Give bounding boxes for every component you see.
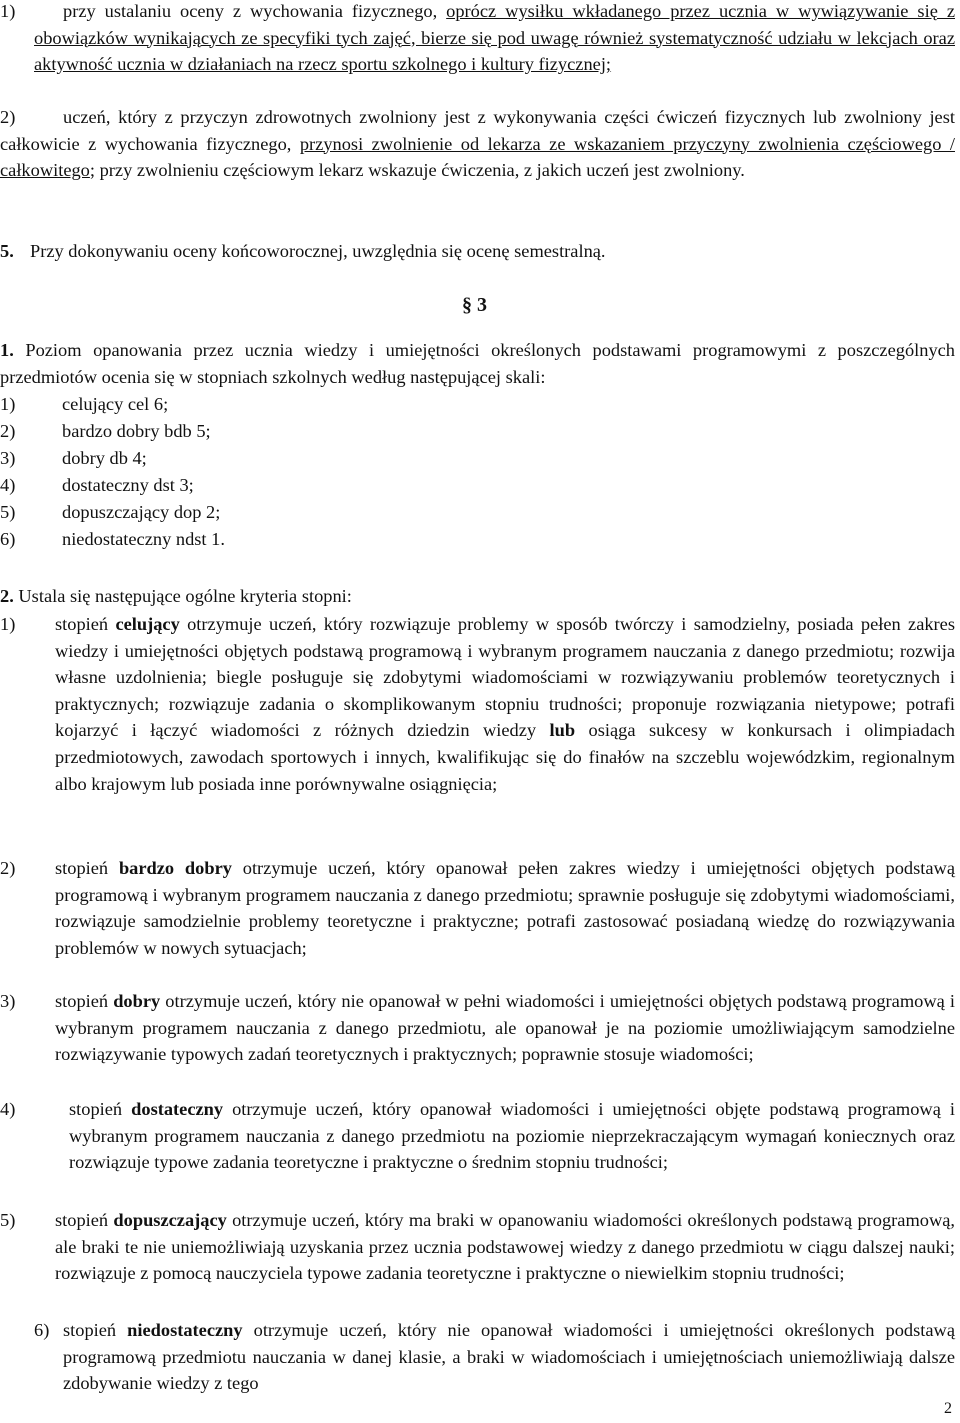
criterion-celujacy <box>0 611 955 797</box>
list-number: 5) <box>0 502 16 522</box>
criterion-text: otrzymuje uczeń, który nie opanował w pełni wiadomości i umiejętności objętych podstawą programową i wybranym programem nauczania z danego przedmiotu, ale opanował je na poziomie umożliwiającym samodzielne rozwiązywanie typowych zadań teoretycznych i praktycznych; poprawnie stosuje wiadomości; <box>55 991 955 1065</box>
grade-name: dobry <box>113 991 161 1011</box>
scale-text: bardzo dobry bdb 5; <box>62 421 211 441</box>
criterion-prefix: stopień <box>63 1320 128 1340</box>
scale-item <box>0 445 955 472</box>
criterion-text: otrzymuje uczeń, który rozwiązuje problemy w sposób twórczy i samodzielny, posiada pełen zakres wiedzy i umiejętności objętych podstawą programową i wybranym programem nauczania z danego przedmiotu; rozwija własne uzdolnienia; biegle posługuje się zdobytymi wiadomościami w rozwiązywaniu problemów teoretycznych i praktycznych; rozwiązuje zadania o skomplikowanym stopniu trudności; proponuje rozwiązania nietypowe; potrafi kojarzyć i łączyć wiadomości z różnych dziedzin wiedzy <box>55 614 955 741</box>
criterion-prefix: stopień <box>55 858 119 878</box>
criterion-prefix: stopień <box>55 1210 114 1230</box>
scale-item <box>0 499 955 526</box>
paragraph-number: 1. <box>0 340 14 360</box>
scale-item <box>0 391 955 418</box>
item-text: przy ustalaniu oceny z wychowania fizycznego, <box>63 1 447 21</box>
underlined-text: przynosi zwolnienie od lekarza ze wskazaniem przyczyny zwolnienia częściowego / całkowitego <box>0 133 955 181</box>
list-number: 5) <box>0 1210 16 1230</box>
paragraph-1-intro <box>0 337 955 390</box>
scale-text: dopuszczający dop 2; <box>62 502 221 522</box>
list-number: 2) <box>0 107 16 127</box>
grade-name: dopuszczający <box>113 1210 227 1230</box>
criterion-text: otrzymuje uczeń, który ma braki w opanowaniu wiadomości określonych podstawą programową, ale braki te nie uniemożliwiają uzyskania przez ucznia podstawowej wiedzy z danego przedmiotu w ciągu dalszej nauki; rozwiązuje z pomocą nauczyciela typowe zadania teoretyczne i praktyczne o niewielkim stopniu trudności; <box>55 1210 955 1284</box>
criterion-text: otrzymuje uczeń, który opanował wiadomości i umiejętności objęte podstawą programową i wybranym programem nauczania z danego przedmiotu na poziomie nieprzekraczającym wymagań koniecznych oraz rozwiązuje typowe zadania teoretyczne i praktyczne o średnim stopniu trudności; <box>69 1099 955 1173</box>
criterion-dostateczny <box>0 1096 955 1176</box>
criterion-prefix: stopień <box>69 1099 132 1119</box>
underlined-text: oprócz wysiłku wkładanego przez ucznia w wywiązywanie się z obowiązków wynikających ze specyfiki tych zajęć, bierze się pod uwagę również systematyczność udziału w lekcjach oraz aktywność ucznia w działaniach na rzecz sportu szkolnego i kultury fizycznej; <box>34 1 955 75</box>
criterion-text-end: osiąga sukcesy w konkursach i olimpiadach przedmiotowych, zawodach sportowych i innych, kwalifikując się do finałów na szczeblu wojewódzkim, regionalnym albo krajowym lub posiada inne porównywalne osiągnięcia; <box>55 720 955 794</box>
grade-name: celujący <box>115 614 180 634</box>
list-number: 4) <box>0 1099 16 1119</box>
list-number: 4) <box>0 475 16 495</box>
scale-text: niedostateczny ndst 1. <box>62 529 225 549</box>
scale-text: celujący cel 6; <box>62 394 169 414</box>
paragraph-text: Ustala się następujące ogólne kryteria stopni: <box>18 586 352 606</box>
grade-name: bardzo dobry <box>118 858 232 878</box>
paragraph-2-intro <box>0 583 955 610</box>
criterion-prefix: stopień <box>55 614 116 634</box>
bold-conjunction: lub <box>549 720 576 741</box>
grade-name: niedostateczny <box>127 1320 243 1340</box>
point-text: Przy dokonywaniu oceny końcoworocznej, uwzględnia się ocenę semestralną. <box>30 241 606 261</box>
point-5 <box>0 238 955 265</box>
item-text-end: ; przy zwolnieniu częściowym lekarz wskazuje ćwiczenia, z jakich uczeń jest zwolniony. <box>89 160 745 181</box>
list-number: 1) <box>0 1 16 21</box>
grade-name: dostateczny <box>131 1099 224 1119</box>
scale-item <box>0 526 955 553</box>
scale-text: dostateczny dst 3; <box>62 475 194 495</box>
list-number: 6) <box>34 1320 50 1340</box>
page-number: 2 <box>944 1400 952 1417</box>
paragraph-text: Poziom opanowania przez ucznia wiedzy i umiejętności określonych podstawami programowymi z poszczególnych przedmiotów ocenia się w stopniach szkolnych według następującej skali: <box>0 340 955 387</box>
scale-item <box>0 472 955 499</box>
list-number: 1) <box>0 614 16 634</box>
section-marker: § 3 <box>462 294 487 316</box>
item-text: uczeń, który z przyczyn zdrowotnych zwolniony jest z wykonywania części ćwiczeń fizycznych lub zwolniony jest całkowicie z wychowania fizycznego, <box>0 107 955 154</box>
list-item-pe-grading <box>0 0 955 78</box>
list-number: 3) <box>0 448 16 468</box>
list-number: 6) <box>0 529 16 549</box>
list-number: 2) <box>0 858 16 878</box>
list-number: 3) <box>0 991 16 1011</box>
paragraph-number: 2. <box>0 586 14 606</box>
list-number: 2) <box>0 421 16 441</box>
criterion-dobry <box>0 988 955 1068</box>
scale-item <box>0 418 955 445</box>
list-item-pe-exemption <box>0 104 955 184</box>
scale-text: dobry db 4; <box>62 448 147 468</box>
list-number: 1) <box>0 394 16 414</box>
criterion-text: otrzymuje uczeń, który opanował pełen zakres wiedzy i umiejętności objętych podstawą programową i wybranym programem nauczania z danego przedmiotu; sprawnie posługuje się zdobytymi wiadomościami, rozwiązuje samodzielnie problemy teoretyczne i praktyczne; potrafi zastosować posiadaną wiedzę do rozwiązywania problemów w nowych sytuacjach; <box>55 858 955 958</box>
criterion-niedostateczny <box>34 1317 955 1397</box>
point-number: 5. <box>0 241 14 261</box>
criterion-text: otrzymuje uczeń, który nie opanował wiadomości i umiejętności określonych podstawą programową przedmiotu nauczania w danej klasie, a braki w wiadomościach i umiejętnościach uniemożliwiają dalsze zdobywanie wiedzy z tego <box>63 1320 955 1394</box>
criterion-dopuszczajacy <box>0 1207 955 1287</box>
criterion-prefix: stopień <box>55 991 114 1011</box>
criterion-bardzo-dobry <box>0 855 955 961</box>
